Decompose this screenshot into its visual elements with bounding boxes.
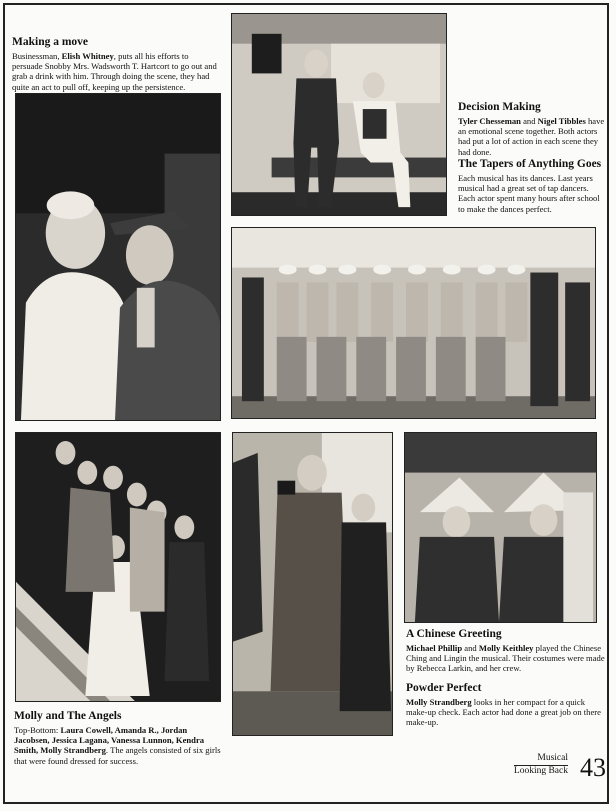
caption-text: Businessman, Elish Whitney, puts all his efforts to persuade Snobby Mrs. Wadsworth T. Hartcort to go out and grab a drink with him. Through doing the scene, they had quite an act to pull off, keeping up the persistence. [12,51,217,92]
page-number: 43 [580,753,606,782]
photo-chinese-greeting [404,432,597,623]
caption-text: Molly Strandberg looks in her compact for a quick make-up check. Each actor had done a great job on there make-up. [406,697,601,728]
caption-making-a-move [12,36,220,92]
photo-making-a-move [15,93,221,421]
caption-text: Top-Bottom: Laura Cowell, Amanda R., Jordan Jacobsen, Jessica Lagana, Vanessa Lunnon, Kendra Smith, Molly Strandberg. The angels consisted of six girls that were found dressed for success. [14,725,221,766]
caption-title: The Tapers of Anything Goes [458,158,602,170]
caption-text: Each musical has its dances. Last years musical had a great set of tap dancers. Each actor spent many hours after school to make the dances perfect. [458,173,600,214]
caption-title: Powder Perfect [406,682,482,694]
caption-title: Molly and The Angels [14,710,122,722]
caption-tapers [458,158,606,214]
caption-title: Decision Making [458,101,541,113]
caption-title: A Chinese Greeting [406,628,502,640]
section-name: Musical [537,753,568,763]
section-subtitle: Looking Back [513,766,568,776]
caption-powder-perfect [406,682,606,728]
photo-powder-perfect [232,432,393,736]
section-label [514,753,568,777]
caption-chinese-greeting [406,628,606,674]
caption-molly-and-angels [14,710,224,766]
caption-decision-making [458,101,606,157]
photo-molly-and-angels [15,432,221,702]
photo-tap-dancers [231,227,596,419]
caption-title: Making a move [12,36,89,48]
photo-decision-making [231,13,447,216]
caption-text: Tyler Chesseman and Nigel Tibbles have an emotional scene together. Both actors had put a lot of action in each scene they had done. [458,116,605,157]
caption-text: Michael Phillip and Molly Keithley played the Chinese Ching and Lingin the musical. Their costumes were made by Rebecca Larkin, and her crew. [406,643,605,674]
